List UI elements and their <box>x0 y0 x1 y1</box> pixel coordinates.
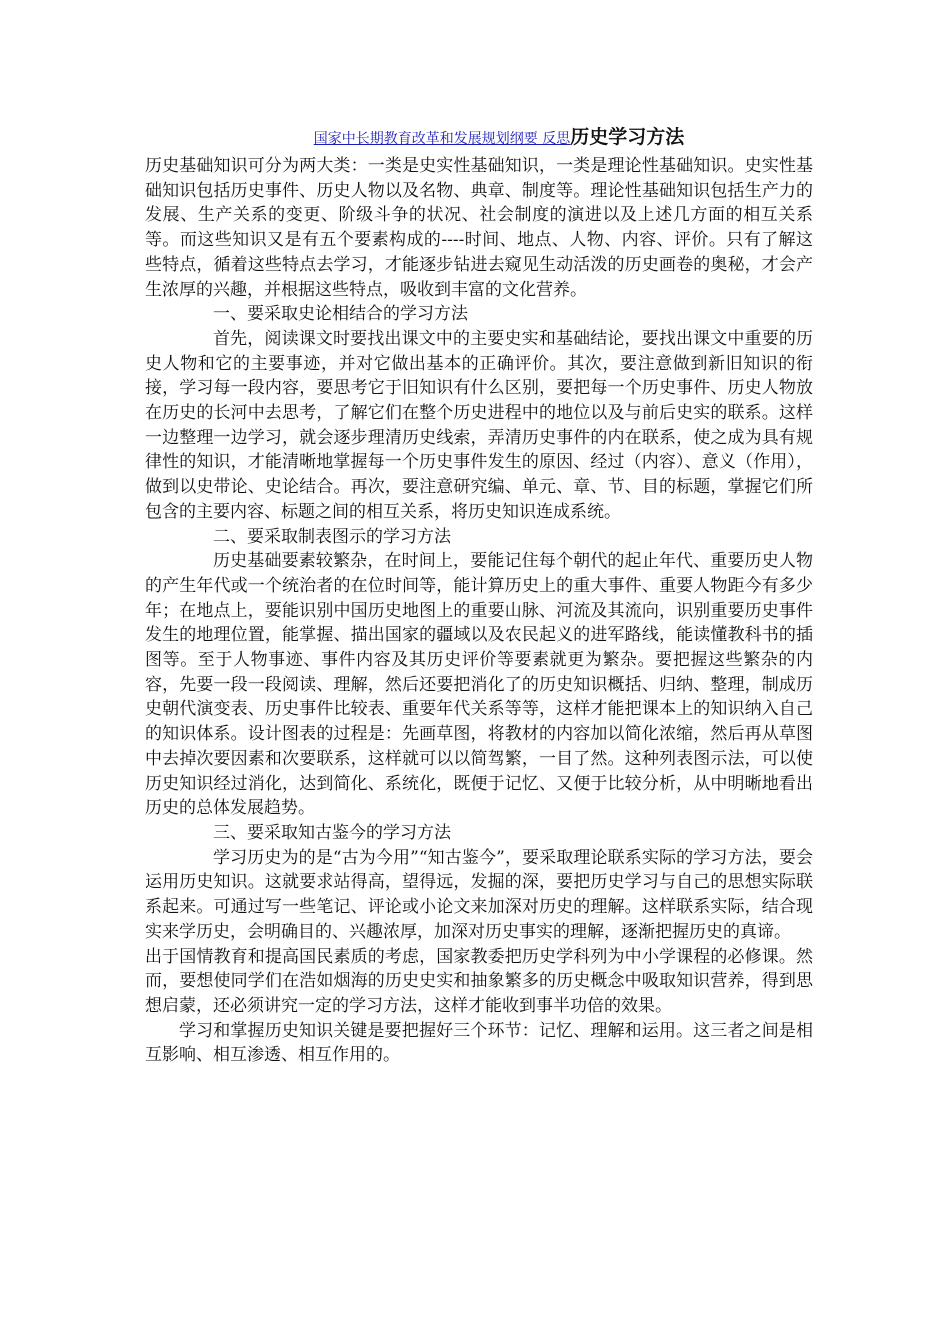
section-3-paragraph: 学习历史为的是“古为今用”“知古鉴今”，要采取理论联系实际的学习方法，要会运用历史知识。这就要求站得高，望得远，发掘的深，要把历史学习与自己的思想实际联系起来。可通过写一些笔记、评论或小论文来加深对历史的理解。这样联系实际，结合现实来学历史，会明确目的、兴趣浓厚，加深对历史事实的理解，逐渐把握历史的真谛。 <box>145 847 813 942</box>
section-heading-1: 一、要采取史论相结合的学习方法 <box>213 304 468 325</box>
title-link[interactable]: 国家中长期教育改革和发展规划纲要 反思 <box>313 131 571 147</box>
section-heading-3: 三、要采取知古鉴今的学习方法 <box>213 822 451 843</box>
final-paragraph: 学习和掌握历史知识关键是要把握好三个环节：记忆、理解和运用。这三者之间是相互影响、相互渗透、相互作用的。 <box>145 1020 813 1066</box>
intro-paragraph: 历史基础知识可分为两大类：一类是史实性基础知识，一类是理论性基础知识。史实性基础知识包括历史事件、历史人物以及名物、典章、制度等。理论性基础知识包括生产力的发展、生产关系的变更、阶级斗争的状况、社会制度的演进以及上述几方面的相互关系等。而这些知识又是有五个要素构成的----时间、地点、人物、内容、评价。只有了解这些特点，循着这些特点去学习，才能逐步钻进去窥见生动活泼的历史画卷的奥秘，才会产生浓厚的兴趣，并根据这些特点，吸收到丰富的文化营养。 <box>145 156 813 300</box>
closing-paragraph: 出于国情教育和提高国民素质的考虑，国家教委把历史学科列为中小学课程的必修课。然而，要想使同学们在浩如烟海的历史史实和抽象繁多的历史概念中吸取知识营养，得到思想启蒙，还必须讲究一定的学习方法，这样才能收到事半功倍的效果。 <box>145 946 813 1016</box>
document-page <box>145 122 813 1068</box>
section-heading-2: 二、要采取制表图示的学习方法 <box>213 526 451 547</box>
document-title <box>145 122 813 154</box>
title-text: 历史学习方法 <box>570 126 685 148</box>
section-2-paragraph: 历史基础要素较繁杂，在时间上，要能记住每个朝代的起止年代、重要历史人物的产生年代或一个统治者的在位时间等，能计算历史上的重大事件、重要人物距今有多少年；在地点上，要能识别中国历史地图上的重要山脉、河流及其流向，识别重要历史事件发生的地理位置，能掌握、描出国家的疆域以及农民起义的进军路线，能读懂教科书的插图等。至于人物事迹、事件内容及其历史评价等要素就更为繁杂。要把握这些繁杂的内容，先要一段一段阅读、理解，然后还要把消化了的历史知识概括、归纳、整理，制成历史朝代演变表、历史事件比较表、重要年代关系等等，这样才能把课本上的知识纳入自己的知识体系。设计图表的过程是：先画草图，将教材的内容加以简化浓缩，然后再从草图中去掉次要因素和次要联系，这样就可以以简驾繁，一目了然。这种列表图示法，可以使历史知识经过消化，达到简化、系统化，既便于记忆、又便于比较分析，从中明晰地看出历史的总体发展趋势。 <box>145 551 813 819</box>
section-1-paragraph: 首先，阅读课文时要找出课文中的主要史实和基础结论，要找出课文中重要的历史人物和它的主要事迹，并对它做出基本的正确评价。其次，要注意做到新旧知识的衔接，学习每一段内容，要思考它于旧知识有什么区别，要把每一个历史事件、历史人物放在历史的长河中去思考，了解它们在整个历史进程中的地位以及与前后史实的联系。这样一边整理一边学习，就会逐步理清历史线索，弄清历史事件的内在联系，使之成为具有规律性的知识，才能清晰地掌握每一个历史事件发生的原因、经过（内容）、意义（作用），做到以史带论、史论结合。再次，要注意研究编、单元、章、节、目的标题，掌握它们所包含的主要内容、标题之间的相互关系，将历史知识连成系统。 <box>145 328 813 522</box>
